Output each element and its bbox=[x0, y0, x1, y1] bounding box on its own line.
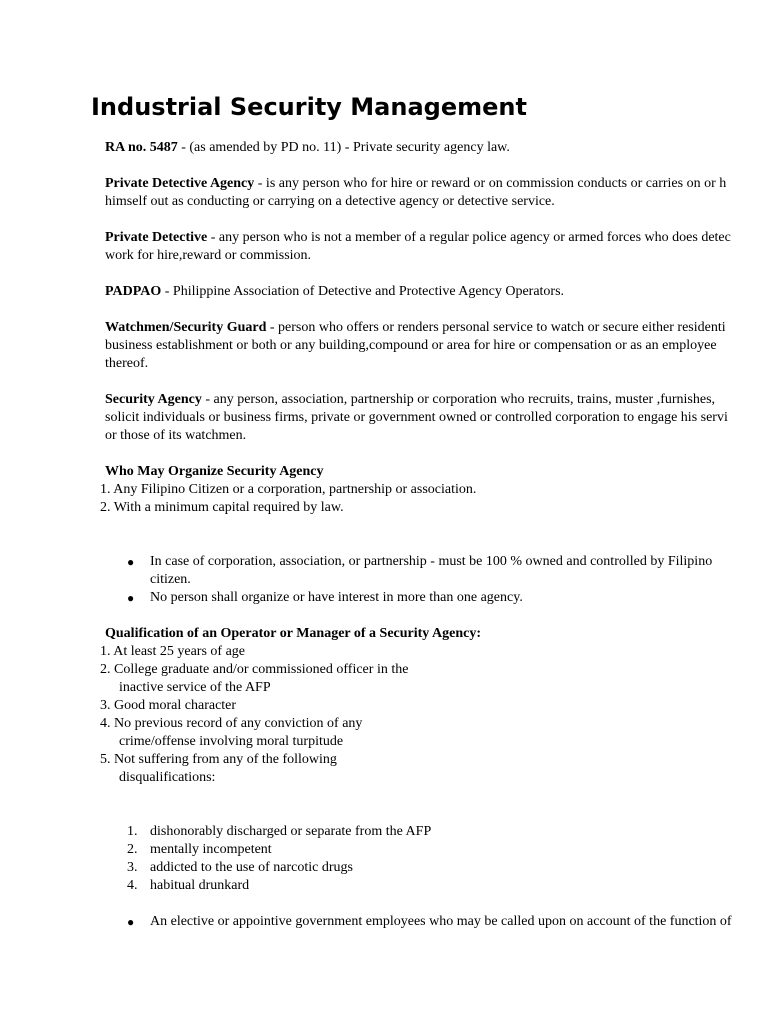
bullet-icon: ● bbox=[127, 591, 135, 605]
definition-term: Private Detective bbox=[105, 230, 208, 245]
definition-security-agency bbox=[105, 391, 768, 445]
disqualification-item: 3. addicted to the use of narcotic drugs bbox=[127, 860, 353, 875]
bullet-item: ● An elective or appointive government employees who may be called upon on account of the function of bbox=[127, 914, 732, 929]
intro-text: - (as amended by PD no. 11) - Private security agency law. bbox=[177, 140, 510, 155]
bullet-item: ● In case of corporation, association, or partnership - must be 100 % owned and controlled by Filipino citizen. bbox=[127, 554, 713, 587]
document-body bbox=[100, 139, 768, 931]
list-item: 1. Any Filipino Citizen or a corporation, partnership or association. bbox=[100, 482, 477, 497]
definition-text: himself out as conducting or carrying on a detective agency or detective service. bbox=[105, 194, 555, 209]
list-item: 2. With a minimum capital required by law. bbox=[100, 500, 344, 515]
bullet-list bbox=[105, 913, 768, 931]
definition-term: Security Agency bbox=[105, 392, 202, 407]
definition-text: - person who offers or renders personal service to watch or secure either residenti bbox=[266, 320, 726, 335]
definition-padpao bbox=[105, 283, 768, 301]
list-item: 4. No previous record of any conviction of any bbox=[100, 716, 363, 731]
list-item: 3. Good moral character bbox=[100, 698, 237, 713]
definition-private-detective bbox=[105, 229, 768, 265]
definition-term: PADPAO bbox=[105, 284, 162, 299]
definition-text: - any person, association, partnership or corporation who recruits, trains, muster ,furnishes, bbox=[201, 392, 716, 407]
definition-text: work for hire,reward or commission. bbox=[105, 248, 312, 263]
section-heading: Qualification of an Operator or Manager of a Security Agency: bbox=[105, 626, 482, 641]
bullet-icon: ● bbox=[127, 915, 135, 929]
definition-text: - Philippine Association of Detective and Protective Agency Operators. bbox=[161, 284, 565, 299]
bullet-list bbox=[105, 553, 768, 607]
list-item: 1. At least 25 years of age bbox=[100, 644, 246, 659]
intro-paragraph bbox=[105, 139, 768, 157]
definition-text: business establishment or both or any building,compound or area for hire or compensation or as an employee bbox=[105, 338, 717, 353]
bullet-icon: ● bbox=[127, 555, 135, 569]
definition-term: Watchmen/Security Guard bbox=[105, 320, 267, 335]
list-item-continuation: inactive service of the AFP bbox=[119, 680, 271, 695]
definition-text: thereof. bbox=[105, 356, 149, 371]
disqualification-list bbox=[105, 823, 768, 895]
disqualification-item: 1. dishonorably discharged or separate from the AFP bbox=[127, 824, 432, 839]
section-heading: Who May Organize Security Agency bbox=[105, 464, 324, 479]
list-item-continuation: disqualifications: bbox=[119, 770, 216, 785]
definition-text: - is any person who for hire or reward or on commission conducts or carries on or h bbox=[254, 176, 727, 191]
who-may-organize-section bbox=[100, 463, 768, 607]
disqualification-item: 4. habitual drunkard bbox=[127, 878, 250, 893]
page-title: Industrial Security Management bbox=[91, 93, 527, 121]
qualification-section bbox=[100, 625, 768, 931]
definition-private-detective-agency bbox=[105, 175, 768, 211]
list-item-continuation: crime/offense involving moral turpitude bbox=[119, 734, 344, 749]
bullet-item: ● No person shall organize or have interest in more than one agency. bbox=[127, 590, 523, 605]
list-item: 2. College graduate and/or commissioned officer in the bbox=[100, 662, 409, 677]
definition-text: or those of its watchmen. bbox=[105, 428, 247, 443]
intro-term: RA no. 5487 bbox=[105, 140, 178, 155]
definition-term: Private Detective Agency bbox=[105, 176, 255, 191]
definition-text: - any person who is not a member of a regular police agency or armed forces who does detec bbox=[207, 230, 731, 245]
disqualification-item: 2. mentally incompetent bbox=[127, 842, 272, 857]
definition-text: solicit individuals or business firms, private or government owned or controlled corporation to engage his servi bbox=[105, 410, 728, 425]
definition-watchmen-security-guard bbox=[105, 319, 768, 373]
list-item: 5. Not suffering from any of the following bbox=[100, 752, 337, 767]
